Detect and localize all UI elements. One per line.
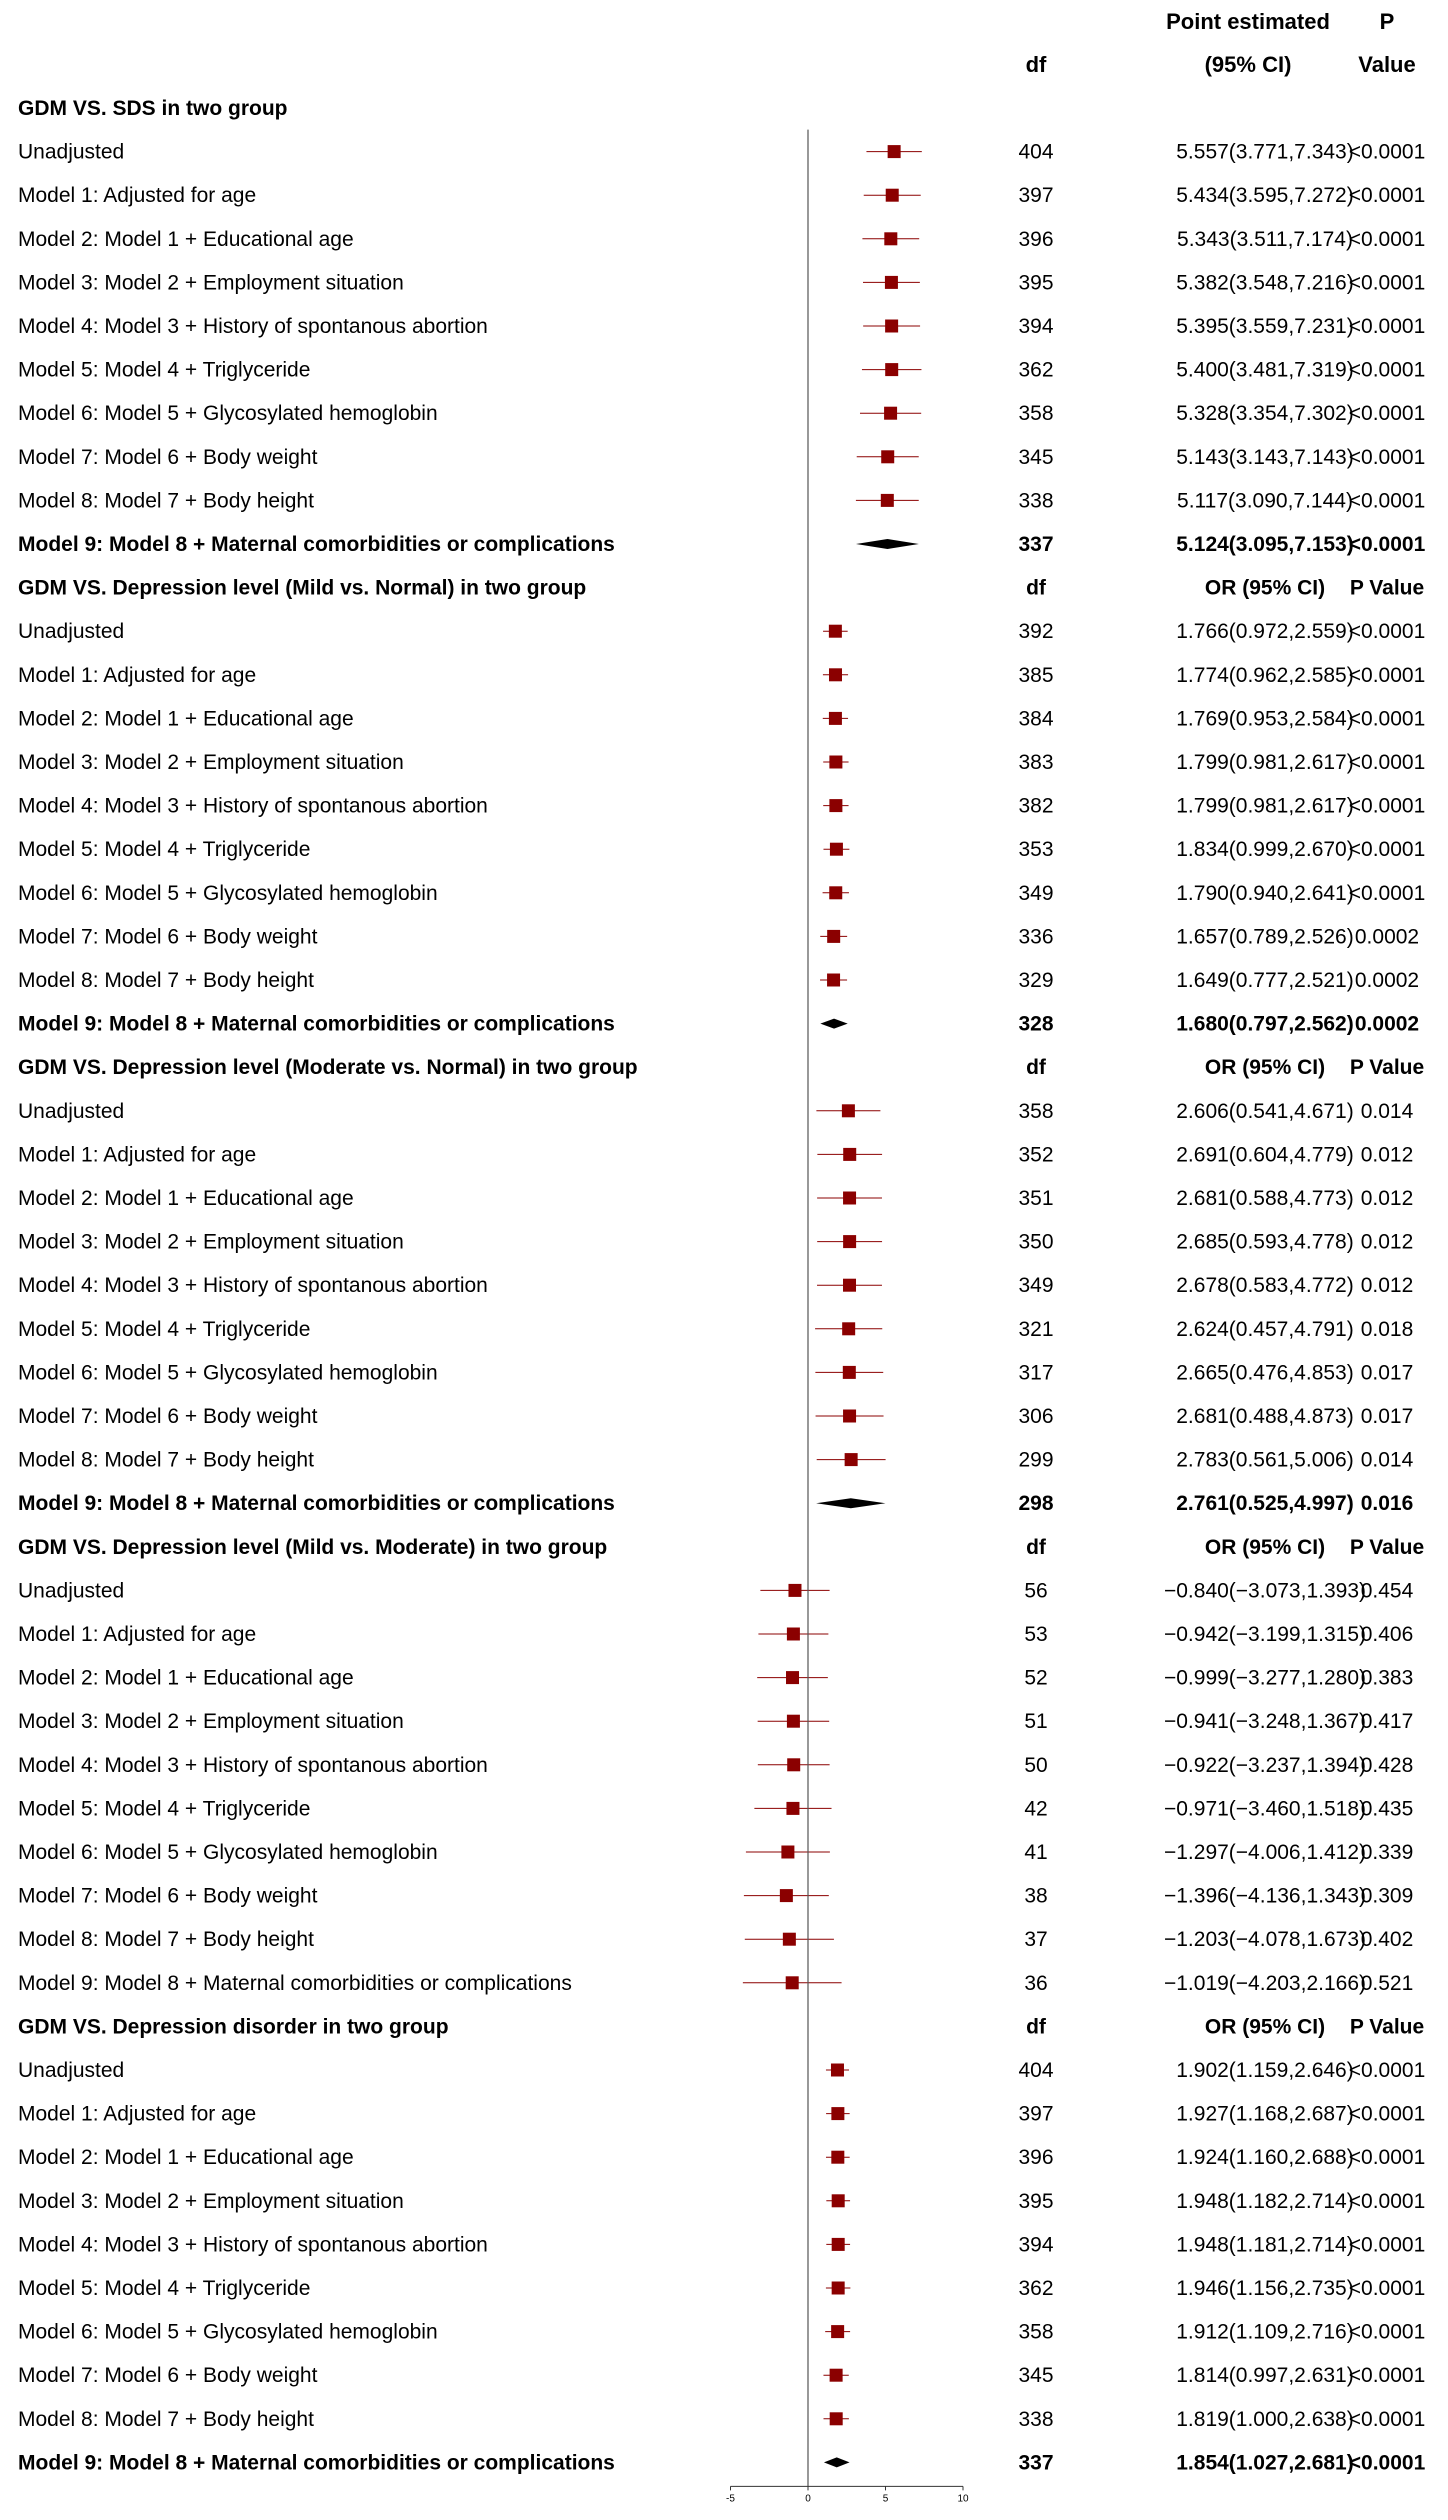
row-df: 42 (1024, 1797, 1048, 1821)
row-p-value: 0.521 (1360, 1971, 1414, 1995)
row-estimate: 5.343(3.511,7.174) (1177, 227, 1353, 251)
row-label: Model 2: Model 1 + Educational age (18, 2146, 354, 2170)
x-tick-label: 5 (882, 2493, 889, 2505)
row-p-value: <0.0001 (1348, 838, 1426, 862)
point-estimate-marker (830, 2412, 843, 2425)
point-estimate-marker (786, 1976, 799, 1989)
row-estimate: 2.761(0.525,4.997) (1176, 1492, 1354, 1516)
row-estimate: 1.799(0.981,2.617) (1176, 751, 1354, 774)
row-df: 395 (1018, 2189, 1054, 2213)
row-estimate: 2.691(0.604,4.779) (1176, 1143, 1354, 1167)
row-p-value: <0.0001 (1348, 2277, 1426, 2300)
row-df: 329 (1018, 969, 1054, 992)
row-p-value: 0.014 (1360, 1099, 1414, 1123)
row-estimate: 5.382(3.548,7.216) (1176, 271, 1354, 295)
row-df: 397 (1018, 2102, 1054, 2126)
row-df: 358 (1018, 1099, 1054, 1123)
row-p-value: <0.0001 (1348, 794, 1426, 818)
point-estimate-marker (831, 2064, 844, 2077)
row-df: 41 (1024, 1841, 1048, 1864)
x-axis (726, 2486, 969, 2504)
row-label: Model 8: Model 7 + Body height (18, 489, 314, 513)
row-estimate: 2.783(0.561,5.006) (1176, 1448, 1354, 1472)
row-df: 37 (1024, 1928, 1048, 1952)
row-label: Model 2: Model 1 + Educational age (18, 1187, 354, 1210)
row-estimate: −0.840(−3.073,1.393) (1163, 1579, 1367, 1603)
point-estimate-marker (843, 1366, 856, 1379)
row-estimate: 2.678(0.583,4.772) (1176, 1274, 1354, 1298)
x-tick-label: 10 (957, 2493, 969, 2505)
row-df: 337 (1018, 533, 1054, 556)
point-estimate-marker (886, 189, 899, 202)
row-p-value: 0.454 (1360, 1579, 1414, 1603)
row-df: 396 (1018, 2146, 1054, 2170)
row-df: 345 (1018, 445, 1054, 469)
point-estimate-marker (884, 232, 897, 245)
row-p-value: 0.383 (1360, 1666, 1414, 1690)
point-estimate-marker (885, 363, 898, 376)
summary-diamond (820, 1019, 847, 1029)
row-df: 36 (1024, 1971, 1048, 1995)
row-estimate: 1.834(0.999,2.670) (1176, 838, 1354, 862)
row-estimate: 2.685(0.593,4.778) (1176, 1230, 1354, 1254)
row-label: Model 9: Model 8 + Maternal comorbidities or complications (18, 2451, 615, 2475)
row-estimate: 1.814(0.997,2.631) (1176, 2364, 1354, 2388)
row-p-value: 0.0002 (1354, 1012, 1420, 1036)
row-estimate: 1.946(1.156,2.735) (1176, 2277, 1354, 2300)
row-df: 337 (1018, 2451, 1054, 2475)
p-header: P Value (1349, 576, 1425, 600)
row-df: 328 (1018, 1012, 1054, 1036)
summary-diamond (824, 2457, 850, 2467)
row-df: 352 (1018, 1143, 1054, 1167)
row-estimate: 5.143(3.143,7.143) (1176, 445, 1354, 469)
row-df: 50 (1024, 1753, 1048, 1777)
point-estimate-marker (884, 407, 897, 420)
row-df: 299 (1018, 1448, 1054, 1472)
row-p-value: 0.406 (1360, 1623, 1414, 1646)
row-df: 382 (1018, 794, 1054, 818)
row-estimate: −1.019(−4.203,2.166) (1163, 1971, 1367, 1995)
point-estimate-marker (843, 1192, 856, 1205)
row-label: Model 6: Model 5 + Glycosylated hemoglobin (18, 881, 438, 905)
row-p-value: <0.0001 (1348, 707, 1426, 731)
row-estimate: 2.681(0.488,4.873) (1176, 1405, 1354, 1428)
row-label: Model 7: Model 6 + Body weight (18, 2364, 318, 2388)
row-p-value: <0.0001 (1348, 2189, 1426, 2213)
row-estimate: 2.624(0.457,4.791) (1176, 1317, 1354, 1341)
point-estimate-marker (780, 1889, 793, 1902)
df-header: df (1026, 1535, 1046, 1559)
point-estimate-marker (788, 1584, 801, 1597)
row-p-value: <0.0001 (1348, 2407, 1426, 2431)
row-label: Model 7: Model 6 + Body weight (18, 1405, 318, 1428)
summary-diamond (816, 1498, 885, 1508)
row-label: Unadjusted (18, 2059, 125, 2082)
point-estimate-marker (843, 1148, 856, 1161)
row-estimate: −0.999(−3.277,1.280) (1163, 1666, 1367, 1690)
row-df: 345 (1018, 2364, 1054, 2388)
row-label: Model 5: Model 4 + Triglyceride (18, 1797, 311, 1821)
row-df: 306 (1018, 1405, 1054, 1428)
row-estimate: 1.799(0.981,2.617) (1176, 794, 1354, 818)
row-estimate: 1.912(1.109,2.716) (1176, 2320, 1354, 2344)
row-df: 396 (1018, 227, 1054, 251)
point-estimate-marker (829, 886, 842, 899)
row-df: 395 (1018, 271, 1054, 295)
row-df: 383 (1018, 751, 1054, 774)
p-header-line1: P (1379, 9, 1395, 34)
estimate-header: OR (95% CI) (1204, 1535, 1326, 1559)
row-p-value: <0.0001 (1348, 533, 1426, 556)
row-df: 397 (1018, 184, 1054, 208)
row-p-value: <0.0001 (1348, 751, 1426, 774)
row-label: Model 9: Model 8 + Maternal comorbidities or complications (18, 1012, 615, 1036)
row-label: Model 1: Adjusted for age (18, 663, 257, 687)
point-estimate-marker (832, 2194, 845, 2207)
row-estimate: 2.665(0.476,4.853) (1176, 1361, 1354, 1385)
row-estimate: −1.203(−4.078,1.673) (1163, 1928, 1367, 1952)
row-df: 349 (1018, 881, 1054, 905)
row-p-value: 0.012 (1360, 1143, 1414, 1167)
row-label: Model 4: Model 3 + History of spontanous abortion (18, 1753, 488, 1777)
row-df: 321 (1018, 1317, 1054, 1341)
row-df: 358 (1018, 402, 1054, 426)
row-p-value: <0.0001 (1348, 2451, 1426, 2475)
row-p-value: 0.0002 (1354, 969, 1420, 992)
row-df: 298 (1018, 1492, 1054, 1516)
row-label: Model 6: Model 5 + Glycosylated hemoglobin (18, 1361, 438, 1385)
row-df: 51 (1024, 1710, 1048, 1734)
row-label: Model 7: Model 6 + Body weight (18, 1884, 318, 1908)
row-p-value: <0.0001 (1348, 315, 1426, 338)
row-p-value: <0.0001 (1348, 2233, 1426, 2257)
row-p-value: 0.428 (1360, 1753, 1414, 1777)
point-estimate-marker (829, 799, 842, 812)
summary-diamond (856, 539, 919, 549)
row-estimate: 5.434(3.595,7.272) (1176, 184, 1354, 208)
point-estimate-marker (787, 1758, 800, 1771)
row-label: Model 2: Model 1 + Educational age (18, 227, 354, 251)
row-estimate: 5.395(3.559,7.231) (1176, 315, 1354, 338)
df-header: df (1026, 2015, 1046, 2039)
point-estimate-marker (783, 1933, 796, 1946)
row-estimate: −0.922(−3.237,1.394) (1163, 1753, 1367, 1777)
point-estimate-marker (827, 930, 840, 943)
row-estimate: 1.657(0.789,2.526) (1176, 925, 1354, 949)
row-estimate: −0.971(−3.460,1.518) (1163, 1797, 1367, 1821)
row-label: Unadjusted (18, 1099, 125, 1123)
df-header: df (1026, 1056, 1046, 1080)
row-p-value: 0.017 (1360, 1405, 1414, 1428)
row-df: 56 (1024, 1579, 1048, 1603)
row-label: Model 6: Model 5 + Glycosylated hemoglobin (18, 1841, 438, 1864)
row-p-value: <0.0001 (1348, 271, 1426, 295)
point-estimate-marker (827, 974, 840, 987)
row-label: Model 8: Model 7 + Body height (18, 969, 314, 992)
point-estimate-marker (885, 320, 898, 333)
row-df: 392 (1018, 620, 1054, 644)
row-label: Model 3: Model 2 + Employment situation (18, 751, 404, 774)
row-estimate: 1.769(0.953,2.584) (1176, 707, 1354, 731)
row-estimate: 1.680(0.797,2.562) (1176, 1012, 1354, 1036)
row-label: Model 1: Adjusted for age (18, 1623, 257, 1646)
row-df: 362 (1018, 358, 1054, 382)
df-header: df (1025, 52, 1047, 77)
row-label: Model 7: Model 6 + Body weight (18, 925, 318, 949)
point-estimate-marker (831, 2325, 844, 2338)
row-label: Model 6: Model 5 + Glycosylated hemoglobin (18, 402, 438, 426)
row-p-value: 0.017 (1360, 1361, 1414, 1385)
row-estimate: 5.124(3.095,7.153) (1176, 533, 1354, 556)
column-header (1026, 9, 1416, 77)
row-df: 362 (1018, 2277, 1054, 2300)
x-tick-label: 0 (805, 2493, 811, 2505)
point-estimate-marker (829, 668, 842, 681)
row-p-value: 0.014 (1360, 1448, 1414, 1472)
row-p-value: <0.0001 (1348, 2146, 1426, 2170)
point-estimate-marker (786, 1802, 799, 1815)
point-estimate-marker (787, 1715, 800, 1728)
row-df: 350 (1018, 1230, 1054, 1254)
estimate-header: OR (95% CI) (1204, 2015, 1326, 2039)
row-p-value: <0.0001 (1348, 489, 1426, 513)
row-estimate: 1.649(0.777,2.521) (1176, 969, 1354, 992)
row-df: 385 (1018, 663, 1054, 687)
point-estimate-marker (885, 276, 898, 289)
row-df: 317 (1018, 1361, 1054, 1385)
row-estimate: 1.774(0.962,2.585) (1176, 663, 1354, 687)
row-estimate: 5.328(3.354,7.302) (1176, 402, 1354, 426)
row-p-value: <0.0001 (1348, 184, 1426, 208)
row-estimate: −0.941(−3.248,1.367) (1163, 1710, 1367, 1734)
row-label: Model 1: Adjusted for age (18, 2102, 257, 2126)
row-estimate: 1.766(0.972,2.559) (1176, 620, 1354, 644)
row-p-value: <0.0001 (1348, 227, 1426, 251)
row-label: Model 7: Model 6 + Body weight (18, 445, 318, 469)
section-title: GDM VS. Depression level (Mild vs. Normal) in two group (18, 576, 587, 600)
row-label: Model 4: Model 3 + History of spontanous abortion (18, 2233, 488, 2257)
row-label: Model 9: Model 8 + Maternal comorbidities or complications (18, 533, 615, 556)
row-label: Model 9: Model 8 + Maternal comorbidities or complications (18, 1971, 572, 1995)
x-tick-label: -5 (726, 2493, 735, 2505)
row-estimate: 1.819(1.000,2.638) (1176, 2407, 1354, 2431)
section-title: GDM VS. Depression disorder in two group (18, 2015, 449, 2039)
point-estimate-marker (881, 494, 894, 507)
row-estimate: 1.924(1.160,2.688) (1176, 2146, 1354, 2170)
point-estimate-marker (832, 2282, 845, 2295)
row-p-value: <0.0001 (1348, 620, 1426, 644)
row-label: Model 3: Model 2 + Employment situation (18, 2189, 404, 2213)
row-estimate: −1.396(−4.136,1.343) (1163, 1884, 1367, 1908)
estimate-header: OR (95% CI) (1204, 1056, 1326, 1080)
row-p-value: 0.018 (1360, 1317, 1414, 1341)
row-p-value: <0.0001 (1348, 358, 1426, 382)
row-label: Model 4: Model 3 + History of spontanous abortion (18, 794, 488, 818)
row-label: Model 4: Model 3 + History of spontanous abortion (18, 315, 488, 338)
row-estimate: 5.117(3.090,7.144) (1177, 489, 1353, 513)
row-label: Model 5: Model 4 + Triglyceride (18, 838, 311, 862)
row-p-value: <0.0001 (1348, 140, 1426, 164)
table-rows (18, 97, 1426, 2474)
row-label: Model 5: Model 4 + Triglyceride (18, 1317, 311, 1341)
row-df: 52 (1024, 1666, 1048, 1690)
section-title: GDM VS. SDS in two group (18, 97, 288, 120)
row-df: 38 (1024, 1884, 1048, 1908)
row-p-value: 0.435 (1360, 1797, 1414, 1821)
row-label: Model 8: Model 7 + Body height (18, 1928, 314, 1952)
row-df: 338 (1018, 2407, 1054, 2431)
row-estimate: −0.942(−3.199,1.315) (1163, 1623, 1367, 1646)
row-label: Unadjusted (18, 1579, 125, 1603)
row-df: 404 (1018, 2059, 1054, 2082)
point-estimate-marker (787, 1628, 800, 1641)
row-label: Model 9: Model 8 + Maternal comorbidities or complications (18, 1492, 615, 1516)
p-header: P Value (1349, 1056, 1425, 1080)
row-label: Model 8: Model 7 + Body height (18, 1448, 314, 1472)
row-label: Unadjusted (18, 620, 125, 644)
point-estimate-marker (843, 1410, 856, 1423)
row-df: 384 (1018, 707, 1054, 731)
point-estimate-marker (842, 1104, 855, 1117)
row-p-value: <0.0001 (1348, 2364, 1426, 2388)
row-estimate: 1.790(0.940,2.641) (1176, 881, 1354, 905)
row-estimate: −1.297(−4.006,1.412) (1163, 1841, 1367, 1864)
row-p-value: <0.0001 (1348, 445, 1426, 469)
row-label: Model 5: Model 4 + Triglyceride (18, 2277, 311, 2300)
row-df: 338 (1018, 489, 1054, 513)
row-p-value: <0.0001 (1348, 2102, 1426, 2126)
point-estimate-marker (832, 2238, 845, 2251)
point-estimate-marker (842, 1322, 855, 1335)
row-label: Model 5: Model 4 + Triglyceride (18, 358, 311, 382)
row-df: 394 (1018, 315, 1054, 338)
row-estimate: 5.557(3.771,7.343) (1176, 140, 1354, 164)
row-label: Model 1: Adjusted for age (18, 1143, 257, 1167)
point-estimate-marker (831, 2107, 844, 2120)
point-estimate-marker (830, 2369, 843, 2382)
row-p-value: <0.0001 (1348, 881, 1426, 905)
point-estimate-marker (786, 1671, 799, 1684)
point-estimate-marker (831, 2151, 844, 2164)
row-df: 336 (1018, 925, 1054, 949)
point-estimate-marker (845, 1453, 858, 1466)
row-estimate: 1.902(1.159,2.646) (1176, 2059, 1354, 2082)
row-p-value: 0.0002 (1354, 925, 1420, 949)
row-df: 53 (1024, 1623, 1048, 1646)
row-estimate: 1.927(1.168,2.687) (1176, 2102, 1354, 2126)
point-estimate-marker (829, 756, 842, 769)
row-p-value: 0.016 (1360, 1492, 1414, 1516)
row-p-value: 0.339 (1360, 1841, 1414, 1864)
row-label: Model 1: Adjusted for age (18, 184, 257, 208)
row-p-value: 0.402 (1360, 1928, 1414, 1952)
row-p-value: 0.012 (1360, 1187, 1414, 1210)
row-estimate: 5.400(3.481,7.319) (1176, 358, 1354, 382)
row-p-value: <0.0001 (1348, 2320, 1426, 2344)
row-p-value: 0.012 (1360, 1230, 1414, 1254)
row-p-value: 0.012 (1360, 1274, 1414, 1298)
row-df: 353 (1018, 838, 1054, 862)
point-estimate-marker (829, 625, 842, 638)
row-label: Model 3: Model 2 + Employment situation (18, 271, 404, 295)
estimate-header: OR (95% CI) (1204, 576, 1326, 600)
row-label: Model 8: Model 7 + Body height (18, 2407, 314, 2431)
row-label: Model 4: Model 3 + History of spontanous abortion (18, 1274, 488, 1298)
row-estimate: 2.606(0.541,4.671) (1176, 1099, 1354, 1123)
df-header: df (1026, 576, 1046, 600)
row-label: Model 6: Model 5 + Glycosylated hemoglobin (18, 2320, 438, 2344)
row-p-value: <0.0001 (1348, 663, 1426, 687)
row-estimate: 1.948(1.182,2.714) (1176, 2189, 1354, 2213)
point-estimate-marker (830, 843, 843, 856)
p-header: P Value (1349, 1535, 1425, 1559)
row-estimate: 2.681(0.588,4.773) (1176, 1187, 1354, 1210)
row-estimate: 1.854(1.027,2.681) (1176, 2451, 1354, 2475)
row-df: 358 (1018, 2320, 1054, 2344)
row-label: Model 2: Model 1 + Educational age (18, 707, 354, 731)
estimate-header-line2: (95% CI) (1204, 52, 1292, 77)
point-estimate-marker (843, 1279, 856, 1292)
plot-area (743, 130, 922, 2487)
point-estimate-marker (781, 1846, 794, 1859)
section-title: GDM VS. Depression level (Mild vs. Moderate) in two group (18, 1535, 608, 1559)
point-estimate-marker (888, 145, 901, 158)
row-df: 404 (1018, 140, 1054, 164)
section-title: GDM VS. Depression level (Moderate vs. Normal) in two group (18, 1056, 638, 1080)
row-p-value: 0.309 (1360, 1884, 1414, 1908)
row-label: Model 3: Model 2 + Employment situation (18, 1230, 404, 1254)
p-header-line2: Value (1358, 52, 1416, 77)
row-estimate: 1.948(1.181,2.714) (1176, 2233, 1354, 2257)
point-estimate-marker (881, 450, 894, 463)
p-header: P Value (1349, 2015, 1425, 2039)
row-p-value: <0.0001 (1348, 402, 1426, 426)
row-p-value: <0.0001 (1348, 2059, 1426, 2082)
row-df: 351 (1018, 1187, 1054, 1210)
point-estimate-marker (829, 712, 842, 725)
row-label: Model 2: Model 1 + Educational age (18, 1666, 354, 1690)
point-estimate-marker (843, 1235, 856, 1248)
row-df: 349 (1018, 1274, 1054, 1298)
row-label: Unadjusted (18, 140, 125, 164)
row-label: Model 3: Model 2 + Employment situation (18, 1710, 404, 1734)
estimate-header-line1: Point estimated (1166, 9, 1330, 34)
row-p-value: 0.417 (1360, 1710, 1414, 1734)
row-df: 394 (1018, 2233, 1054, 2257)
